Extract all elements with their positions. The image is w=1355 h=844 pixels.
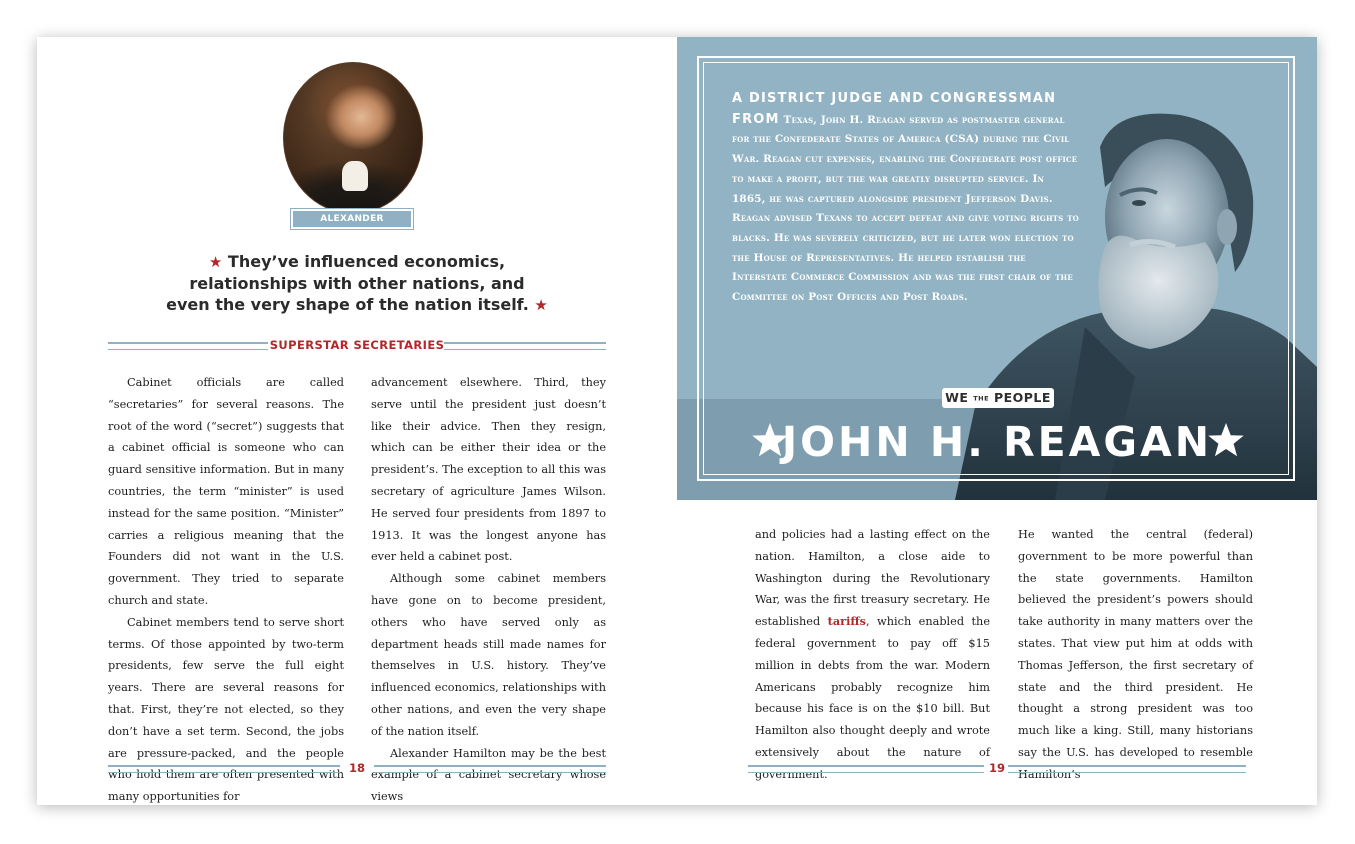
page-number: 19 bbox=[988, 761, 1005, 775]
sidebar-biography bbox=[732, 89, 1080, 308]
paragraph: Cabinet officials are called “secretaries” for several reasons. The root of the word (“secret”) suggests that a cabinet official is someone who can guard sensitive information. But in many countries, the term “minister” is used instead for the same position. “Minister” carries a religious meaning that the Founders did not want in the U.S. government. They tried to separate church and state. bbox=[108, 376, 344, 607]
left-page bbox=[37, 37, 677, 805]
biography-lead: A DISTRICT JUDGE AND CONGRESSMAN FROM bbox=[732, 91, 1057, 127]
section-heading-rule bbox=[108, 337, 606, 353]
paragraph: Although some cabinet members have gone on to become president, others who have served only as department heads still made names for themselves in U.S. history. They’ve influenced economics, relationships with other nations, and even the very shape of the nation itself. bbox=[371, 572, 606, 738]
folio-left bbox=[108, 760, 606, 776]
page-number: 18 bbox=[348, 761, 365, 775]
paragraph: Alexander Hamilton may be the best example of a cabinet secretary whose views bbox=[371, 746, 606, 804]
body-column-2 bbox=[371, 372, 606, 805]
body-column-4 bbox=[1018, 524, 1253, 786]
star-icon: ★ bbox=[208, 253, 223, 271]
pull-quote-line-3: even the very shape of the nation itself. bbox=[166, 295, 529, 314]
paragraph-text: and policies had a lasting effect on the nation. Hamilton, a close aide to Washington during the Revolutionary War, was the first treasury secretary. He established bbox=[755, 528, 990, 629]
pull-quote bbox=[147, 251, 567, 316]
body-column-3 bbox=[755, 524, 990, 786]
body-column-1 bbox=[108, 372, 344, 805]
star-icon: ★ bbox=[534, 296, 548, 314]
paragraph: advancement elsewhere. Third, they serve until the president just doesn’t like their advice. Then they resign, which can be either their idea or the president’s. The exception to all this was secretary of agriculture James Wilson. He served four presidents from 1897 to 1913. It was the longest anyone has ever held a cabinet post. bbox=[371, 376, 606, 564]
series-badge-we: WE bbox=[945, 390, 969, 405]
star-icon bbox=[1206, 420, 1246, 460]
series-badge-the: THE bbox=[973, 394, 990, 403]
folio-right bbox=[748, 760, 1246, 776]
pull-quote-line-1: They’ve influenced economics, bbox=[227, 252, 506, 271]
series-badge bbox=[942, 388, 1054, 408]
portrait-caption: ALEXANDER HAMILTON bbox=[291, 209, 413, 229]
paragraph: He wanted the central (federal) government to be more powerful than the state governments. Hamilton believed the president’s powers should take authority in many matters over the states. That view put him at odds with Thomas Jefferson, the first secretary of state and the third president. He thought a strong president was too much like a king. Still, many historians say the U.S. has developed to resemble Hamilton’s bbox=[1018, 528, 1253, 781]
alexander-hamilton-portrait bbox=[283, 62, 423, 214]
pull-quote-line-2: relationships with other nations, and bbox=[189, 274, 525, 293]
right-page bbox=[677, 37, 1317, 805]
portrait-medallion bbox=[283, 62, 423, 240]
glossary-term: tariffs bbox=[827, 614, 867, 629]
feature-panel bbox=[677, 37, 1317, 500]
paragraph bbox=[755, 524, 990, 786]
biography-text: Texas, John H. Reagan served as postmaster general for the Confederate States of America (CSA) during the Civil War. Reagan cut expenses, enabling the Confederate post office to make a profit, but the war greatly disrupted service. In 1865, he was captured alongside president Jefferson Davis. Reagan advised Texans to accept defeat and give voting rights to blacks. He was severely criticized, but he later won election to the House of Representatives. He helped establish the Interstate Commerce Commission and was the first chair of the Committee on Post Offices and Post Roads. bbox=[732, 113, 1079, 304]
paragraph: Cabinet members tend to serve short terms. Of those appointed by two-term presidents, few serve the full eight years. There are several reasons for that. First, they’re not elected, so they don’t have a set term. Second, the jobs are pressure-packed, and the people who hold them are often presented with many opportunities for bbox=[108, 615, 344, 804]
paragraph-text: , which enabled the federal government to pay off $15 million in debts from the war. Modern Americans probably recognize him because his face is on the $10 bill. But Hamilton also thought deeply and wrote extensively about the nature of government. bbox=[755, 615, 991, 781]
portrait-collar bbox=[342, 161, 368, 191]
section-heading: SUPERSTAR SECRETARIES bbox=[269, 338, 445, 352]
book-spread bbox=[37, 37, 1317, 805]
feature-title: JOHN H. REAGAN bbox=[781, 418, 1213, 466]
series-badge-people: PEOPLE bbox=[993, 390, 1051, 405]
